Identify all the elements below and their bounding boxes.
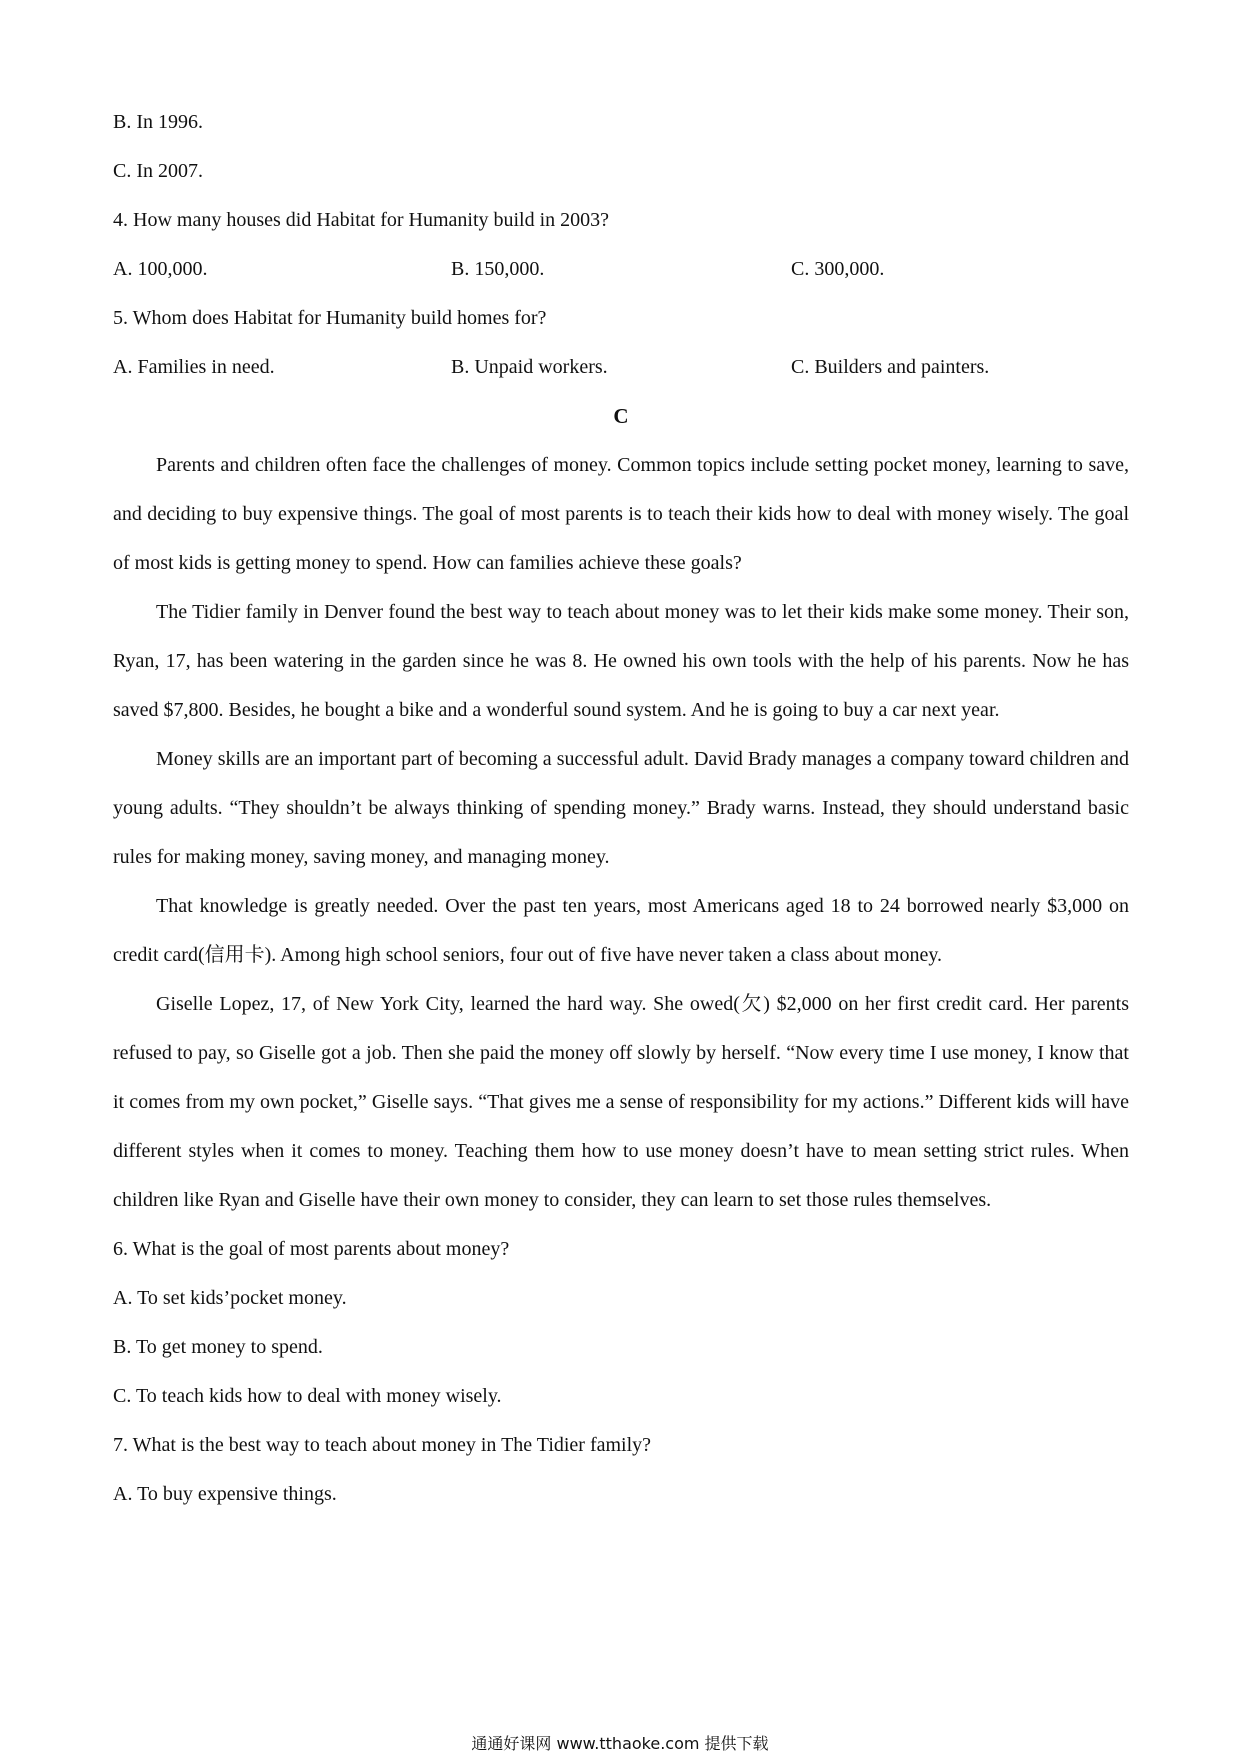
paragraph: The Tidier family in Denver found the best way to teach about money was to let their kids make some money. Their son, Ryan, 17, has been watering in the garden since he was 8. He owned his own tools with the help of his parents. Now he has saved $7,800. Besides, he bought a bike and a wonderful sound system. And he is going to buy a car next year. [113, 601, 1129, 721]
paragraph: Money skills are an important part of becoming a successful adult. David Brady manages a company toward children and young adults. “They shouldn’t be always thinking of spending money.” Brady warns. Instead, they should understand basic rules for making money, saving money, and managing money. [113, 748, 1129, 868]
paragraph: Giselle Lopez, 17, of New York City, learned the hard way. She owed(欠) $2,000 on her first credit card. Her parents refused to pay, so Giselle got a job. Then she paid the money off slowly by herself. “Now every time I use money, I know that it comes from my own pocket,” Giselle says. “That gives me a sense of responsibility for my actions.” Different kids will have different styles when it comes to money. Teaching them how to use money doesn’t have to mean setting strict rules. When children like Ryan and Giselle have their own money to consider, they can learn to set those rules themselves. [113, 993, 1129, 1211]
paragraph: That knowledge is greatly needed. Over the past ten years, most Americans aged 18 to 24 borrowed nearly $3,000 on credit card(信用卡). Among high school seniors, four out of five have never taken a class about money. [113, 895, 1129, 966]
question-line: 4. How many houses did Habitat for Humanity build in 2003? [113, 209, 610, 231]
option-b: B. 150,000. [451, 258, 545, 280]
page-footer: 通通好课网 www.tthaoke.com 提供下载 [471, 1734, 769, 1753]
q4-options [113, 245, 1129, 294]
question-line: 6. What is the goal of most parents about money? [113, 1238, 510, 1260]
option-line: A. To set kids’pocket money. [113, 1287, 347, 1309]
question-line: 7. What is the best way to teach about money in The Tidier family? [113, 1434, 652, 1456]
option-line: C. In 2007. [113, 160, 203, 182]
option-line: A. To buy expensive things. [113, 1483, 337, 1505]
section-title: C [613, 404, 629, 428]
option-c: C. Builders and painters. [791, 356, 990, 378]
option-line: B. In 1996. [113, 111, 203, 133]
option-a: A. 100,000. [113, 258, 208, 280]
option-c: C. 300,000. [791, 258, 885, 280]
option-b: B. Unpaid workers. [451, 356, 608, 378]
option-line: B. To get money to spend. [113, 1336, 323, 1358]
q5-options [113, 343, 1129, 392]
option-line: C. To teach kids how to deal with money wisely. [113, 1385, 502, 1407]
paragraph: Parents and children often face the challenges of money. Common topics include setting pocket money, learning to save, and deciding to buy expensive things. The goal of most parents is to teach their kids how to deal with money wisely. The goal of most kids is getting money to spend. How can families achieve these goals? [113, 454, 1129, 574]
document-page [113, 98, 1129, 1519]
question-line: 5. Whom does Habitat for Humanity build homes for? [113, 307, 547, 329]
option-a: A. Families in need. [113, 356, 275, 378]
